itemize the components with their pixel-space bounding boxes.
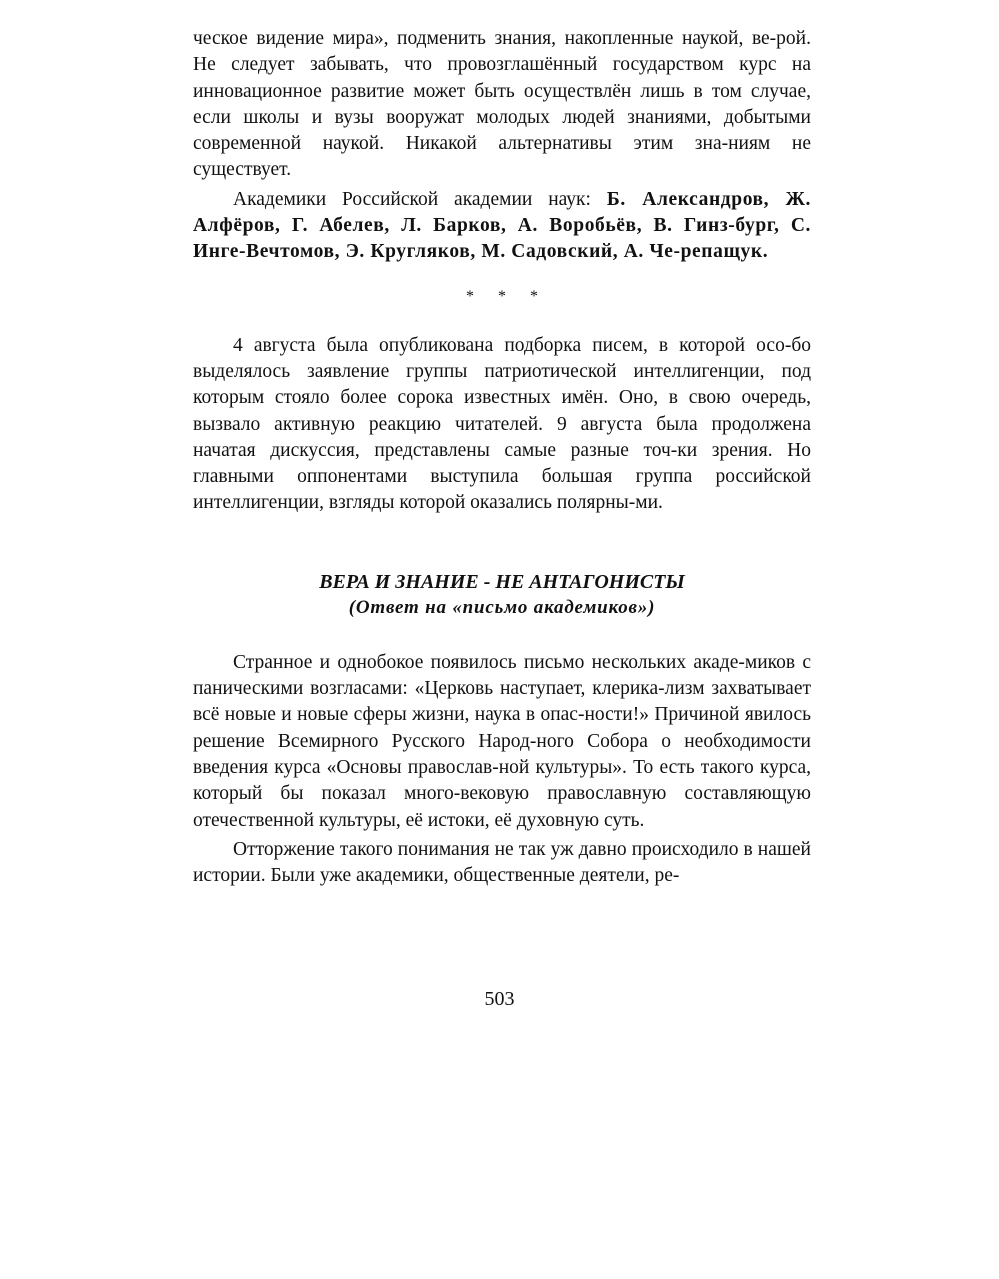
signature-paragraph — [193, 187, 811, 266]
paragraph-article-1: Странное и однобокое появилось письмо нескольких акаде-миков с паническими возгласами: «Церковь наступает, клерика-лизм захватывает всё новые и новые сферы жизни, наука в опас-ности!» Причиной явилось решение Всемирного Русского Народ-ного Собора о необходимости введения курса «Основы православ-ной культуры». То есть такого курса, который бы показал много-вековую православную составляющую отечественной культуры, её истоки, её духовную суть. — [193, 651, 811, 831]
article-heading: ВЕРА И ЗНАНИЕ - НЕ АНТАГОНИСТЫ — [319, 570, 685, 593]
paragraph-publication-note: 4 августа была опубликована подборка писем, в которой осо-бо выделялось заявление группы патриотической интеллигенции, под которым стояло более сорока известных имён. Оно, в свою очередь, вызвало активную реакцию читателей. 9 августа была продолжена начатая дискуссия, представлены самые разные точ-ки зрения. Но главными оппонентами выступила большая группа российской интеллигенции, взгляды которой оказались полярны-ми. — [193, 334, 811, 514]
article-subheading: (Ответ на «письмо академиков») — [348, 596, 656, 618]
page-body — [193, 26, 811, 889]
signature-names: Б. Александров, Ж. Алфёров, Г. Абелев, Л. Барков, А. Воробьёв, В. Гинз-бург, С. Инге-Вечтомов, Э. Кругляков, М. Садовский, А. Че-репащук. — [193, 188, 811, 263]
page-number: 503 — [484, 988, 515, 1010]
paragraph-article-2: Отторжение такого понимания не так уж давно происходило в нашей истории. Были уже академики, общественные деятели, ре- — [193, 838, 811, 887]
paragraph-continuation: ческое видение мира», подменить знания, накопленные наукой, ве-рой. Не следует забывать, что провозглашённый государством курс на инновационное развитие может быть осуществлён лишь в том случае, если школы и вузы вооружат молодых людей знаниями, добытыми современной наукой. Никакой альтернативы этим зна-ниям не существует. — [193, 28, 811, 181]
signature-intro: Академики Российской академии наук: — [233, 188, 607, 210]
section-separator: * * * — [466, 287, 548, 305]
